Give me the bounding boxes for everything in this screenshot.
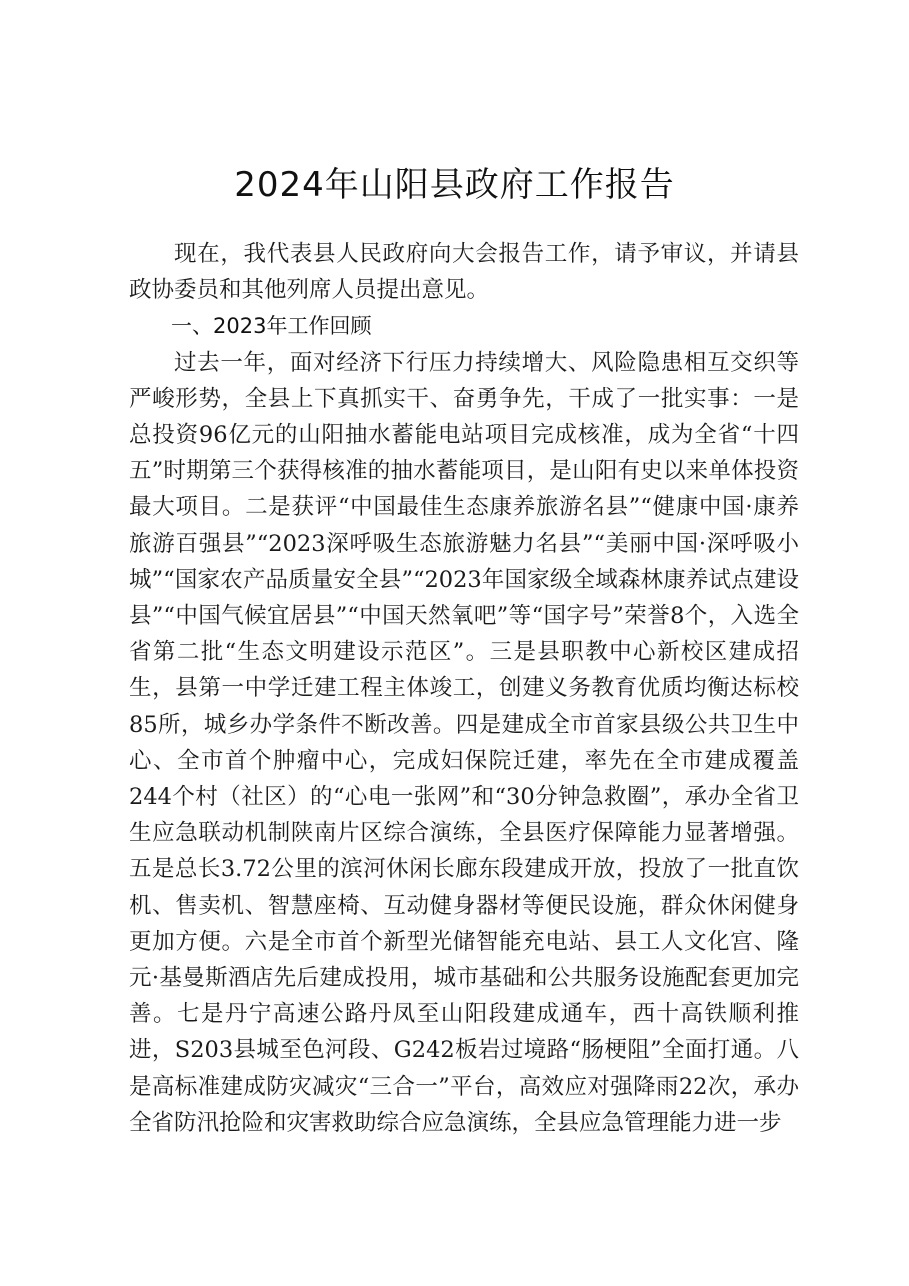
document-body [129,236,799,1141]
section-heading: 一、2023年工作回顾 [171,314,372,339]
review-paragraph: 过去一年，面对经济下行压力持续增大、风险隐患相互交织等严峻形势，全县上下真抓实干、奋勇争先，干成了一批实事：一是总投资96亿元的山阳抽水蓄能电站项目完成核准，成为全省“十四五”时期第三个获得核准的抽水蓄能项目，是山阳有史以来单体投资最大项目。二是获评“中国最佳生态康养旅游名县”“健康中国·康养旅游百强县”“2023深呼吸生态旅游魅力名县”“美丽中国·深呼吸小城”“国家农产品质量安全县”“2023年国家级全域森林康养试点建设县”“中国气候宜居县”“中国天然氧吧”等“国字号”荣誉8个，入选全省第二批“生态文明建设示范区”。三是县职教中心新校区建成招生，县第一中学迁建工程主体竣工，创建义务教育优质均衡达标校85所，城乡办学条件不断改善。四是建成全市首家县级公共卫生中心、全市首个肿瘤中心，完成妇保院迁建，率先在全市建成覆盖244个村（社区）的“心电一张网”和“30分钟急救圈”，承办全省卫生应急联动机制陕南片区综合演练，全县医疗保障能力显著增强。五是总长3.72公里的滨河休闲长廊东段建成开放，投放了一批直饮机、售卖机、智慧座椅、互动健身器材等便民设施，群众休闲健身更加方便。六是全市首个新型光储智能充电站、县工人文化宫、隆元·基曼斯酒店先后建成投用，城市基础和公共服务设施配套更加完善。七是丹宁高速公路丹凤至山阳段建成通车，西十高铁顺利推进，S203县城至色河段、G242板岩过境路“肠梗阻”全面打通。八是高标准建成防灾减灾“三合一”平台，高效应对强降雨22次，承办全省防汛抢险和灾害救助综合应急演练，全县应急管理能力进一步 [129,349,799,1136]
intro-paragraph: 现在，我代表县人民政府向大会报告工作，请予审议，并请县政协委员和其他列席人员提出意见。 [129,241,799,304]
document-title: 2024年山阳县政府工作报告 [234,165,675,205]
